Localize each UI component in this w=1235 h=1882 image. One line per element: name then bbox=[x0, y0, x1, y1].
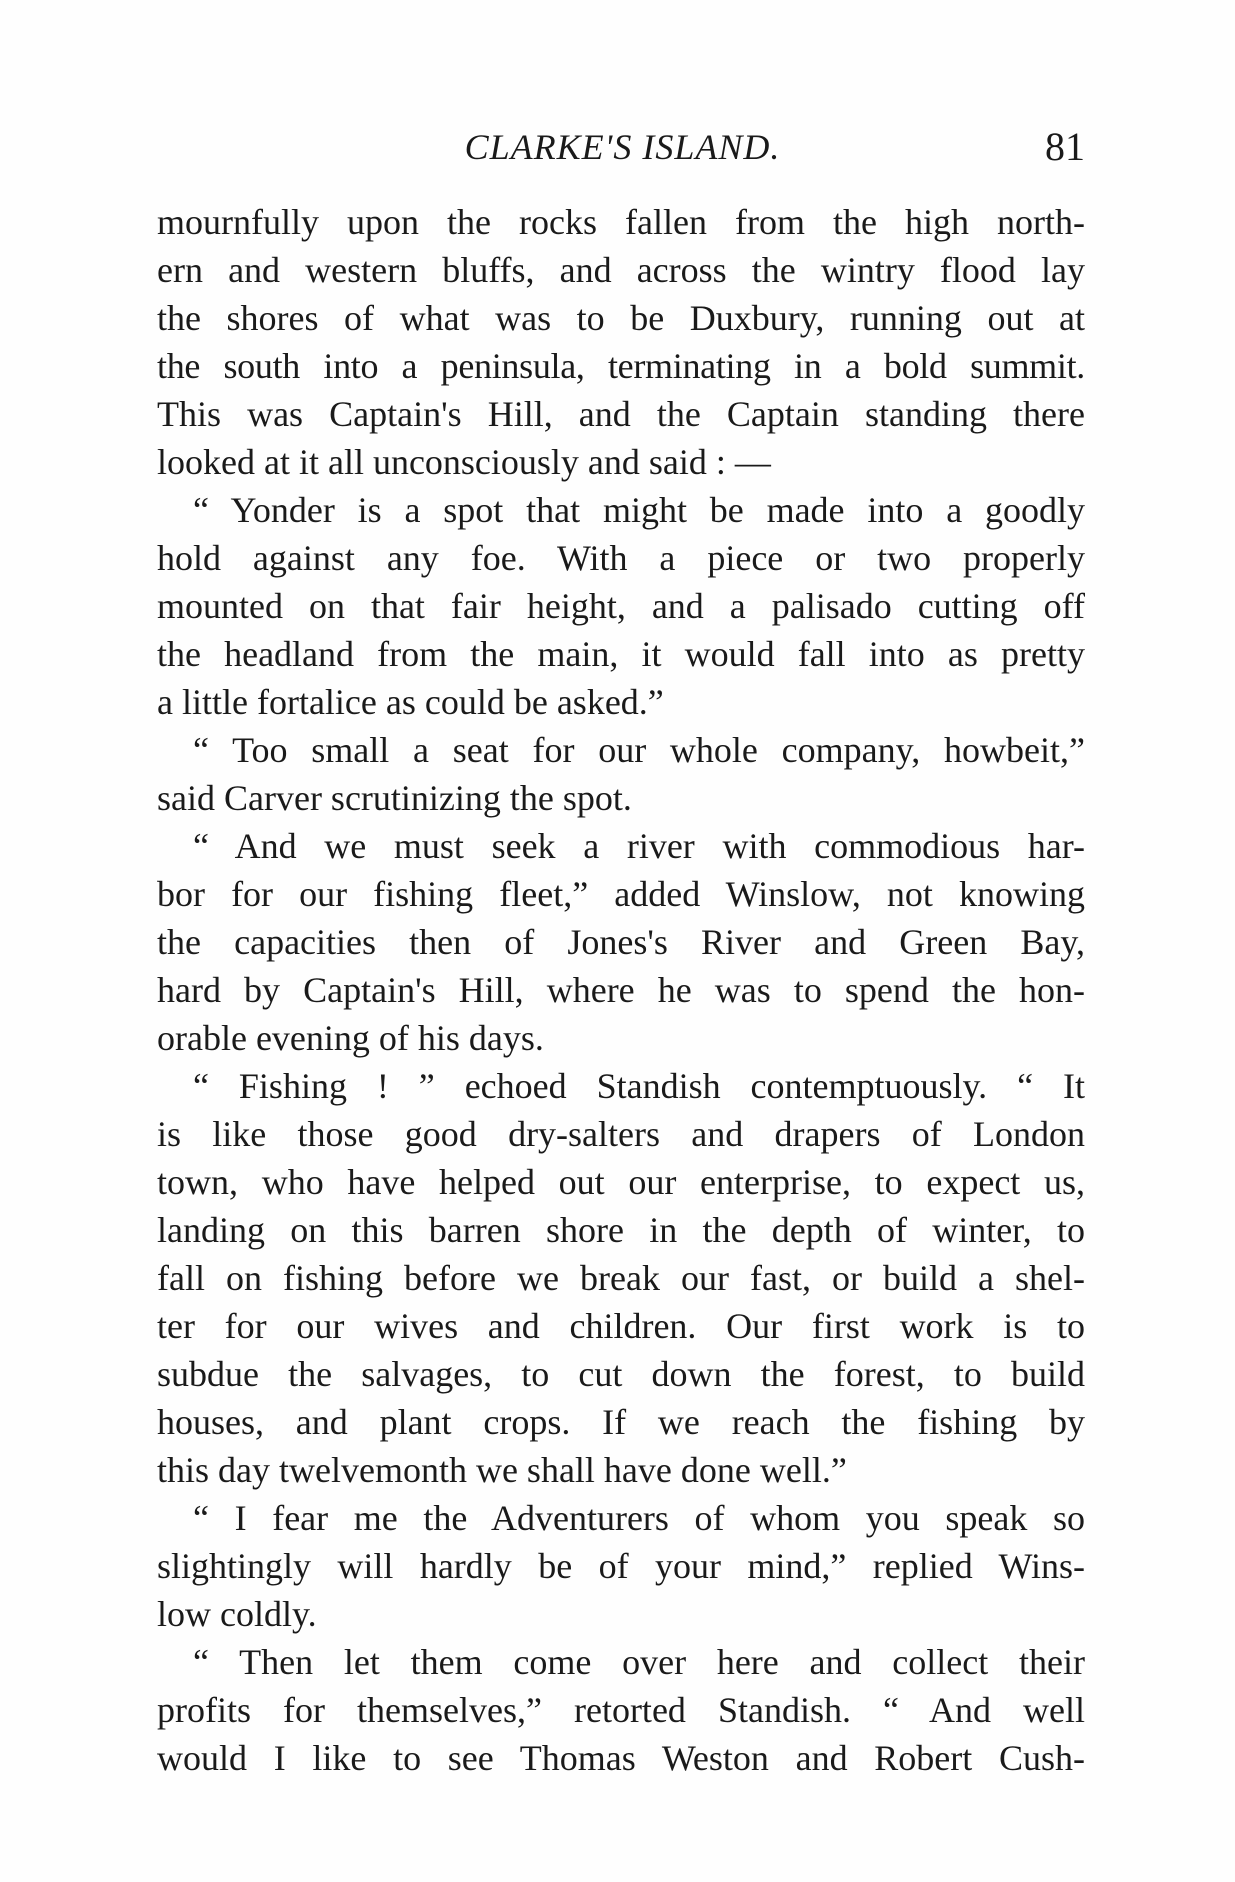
text-line: said Carver scrutinizing the spot. bbox=[157, 778, 632, 818]
text-line: the shores of what was to be Duxbury, running out at bbox=[157, 298, 1085, 338]
text-line: low coldly. bbox=[157, 1594, 317, 1634]
text-line: “ Too small a seat for our whole company, howbeit,” bbox=[193, 730, 1085, 770]
page-number: 81 bbox=[1045, 124, 1085, 169]
text-line: mounted on that fair height, and a palisado cutting off bbox=[157, 586, 1085, 626]
text-line: the capacities then of Jones's River and Green Bay, bbox=[157, 922, 1085, 962]
text-line: town, who have helped out our enterprise, to expect us, bbox=[157, 1162, 1085, 1202]
body-text bbox=[157, 198, 1085, 1782]
text-line: this day twelvemonth we shall have done well.” bbox=[157, 1450, 847, 1490]
text-line: looked at it all unconsciously and said : — bbox=[157, 442, 771, 482]
text-line: hard by Captain's Hill, where he was to spend the hon- bbox=[157, 970, 1085, 1010]
text-line: profits for themselves,” retorted Standish. “ And well bbox=[157, 1690, 1085, 1730]
text-line: orable evening of his days. bbox=[157, 1018, 544, 1058]
text-line: “ Yonder is a spot that might be made into a goodly bbox=[193, 490, 1085, 530]
text-line: is like those good dry-salters and drapers of London bbox=[157, 1114, 1085, 1154]
text-line: mournfully upon the rocks fallen from the high north- bbox=[157, 202, 1085, 242]
text-line: the headland from the main, it would fall into as pretty bbox=[157, 634, 1085, 674]
text-line: “ I fear me the Adventurers of whom you speak so bbox=[193, 1498, 1085, 1538]
running-title: CLARKE'S ISLAND. bbox=[464, 127, 781, 167]
text-line: ern and western bluffs, and across the wintry flood lay bbox=[157, 250, 1085, 290]
text-line: ter for our wives and children. Our first work is to bbox=[157, 1306, 1085, 1346]
text-line: bor for our fishing fleet,” added Winslow, not knowing bbox=[157, 874, 1085, 914]
text-line: “ And we must seek a river with commodious har- bbox=[193, 826, 1085, 866]
text-line: “ Fishing ! ” echoed Standish contemptuously. “ It bbox=[193, 1066, 1085, 1106]
text-line: fall on fishing before we break our fast, or build a shel- bbox=[157, 1258, 1085, 1298]
text-line: slightingly will hardly be of your mind,” replied Wins- bbox=[157, 1546, 1085, 1586]
text-line: the south into a peninsula, terminating in a bold summit. bbox=[157, 346, 1085, 386]
text-line: houses, and plant crops. If we reach the fishing by bbox=[157, 1402, 1085, 1442]
text-line: This was Captain's Hill, and the Captain standing there bbox=[157, 394, 1085, 434]
text-line: subdue the salvages, to cut down the forest, to build bbox=[157, 1354, 1085, 1394]
text-line: “ Then let them come over here and collect their bbox=[193, 1642, 1085, 1682]
text-line: would I like to see Thomas Weston and Robert Cush- bbox=[157, 1738, 1085, 1778]
text-line: landing on this barren shore in the depth of winter, to bbox=[157, 1210, 1085, 1250]
text-line: hold against any foe. With a piece or two properly bbox=[157, 538, 1085, 578]
text-line: a little fortalice as could be asked.” bbox=[157, 682, 664, 722]
running-head bbox=[160, 122, 1085, 172]
